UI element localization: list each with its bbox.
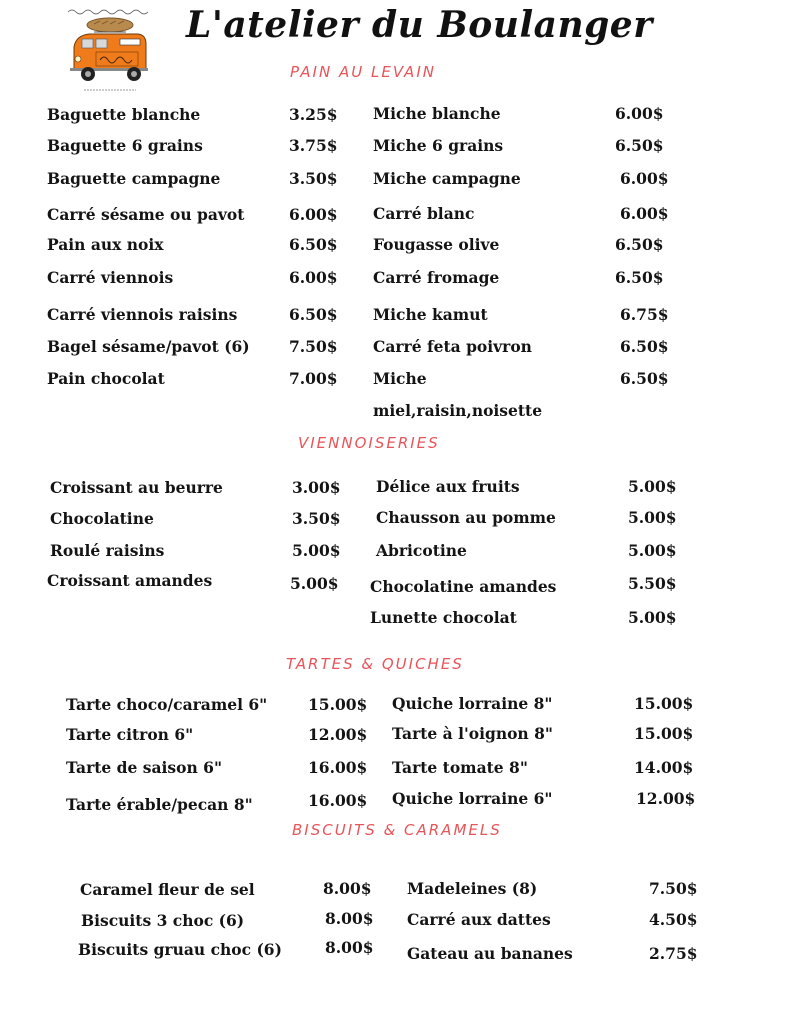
menu-item-price: 14.00$: [634, 758, 694, 777]
menu-item-name: Carré fromage: [373, 268, 500, 287]
menu-item-name: Chocolatine amandes: [370, 577, 557, 596]
menu-item-price: 6.50$: [615, 268, 664, 287]
menu-item-price: 5.00$: [628, 608, 677, 627]
menu-item-name-line2: miel,raisin,noisette: [373, 401, 543, 420]
menu-item-name: Chocolatine: [50, 509, 154, 528]
menu-item-price: 6.00$: [620, 169, 669, 188]
menu-item-name: Carré blanc: [373, 204, 475, 223]
menu-item-name: Tarte citron 6": [66, 725, 194, 744]
menu-item-name: Madeleines (8): [407, 879, 538, 898]
menu-item-price: 15.00$: [308, 695, 368, 714]
menu-item-price: 5.00$: [628, 541, 677, 560]
menu-item-price: 3.50$: [292, 509, 341, 528]
menu-item-name: Miche campagne: [373, 169, 521, 188]
menu-item-price: 5.00$: [292, 541, 341, 560]
menu-item-name: Abricotine: [376, 541, 467, 560]
van-illustration: [60, 2, 160, 96]
menu-item-name: Quiche lorraine 8": [392, 694, 553, 713]
menu-item-name: Miche kamut: [373, 305, 488, 324]
menu-item-name: Miche blanche: [373, 104, 501, 123]
menu-item-price: 6.00$: [615, 104, 664, 123]
menu-item-name: Fougasse olive: [373, 235, 500, 254]
menu-item-name: Biscuits gruau choc (6): [78, 940, 282, 959]
menu-item-name: Biscuits 3 choc (6): [81, 911, 245, 930]
menu-item-price: 8.00$: [325, 938, 374, 957]
menu-item-price: 5.00$: [628, 477, 677, 496]
menu-item-name: Carré sésame ou pavot: [47, 205, 245, 224]
menu-item-price: 6.50$: [620, 369, 669, 388]
menu-item-name: Roulé raisins: [50, 541, 165, 560]
menu-item-price: 3.75$: [289, 136, 338, 155]
menu-item-price: 8.00$: [323, 879, 372, 898]
menu-item-name: Carré viennois raisins: [47, 305, 238, 324]
menu-item-name: Délice aux fruits: [376, 477, 520, 496]
menu-item-name: Baguette campagne: [47, 169, 221, 188]
menu-item-price: 7.00$: [289, 369, 338, 388]
menu-item-name: Tarte érable/pecan 8": [66, 795, 253, 814]
menu-item-price: 7.50$: [649, 879, 698, 898]
menu-item-price: 6.00$: [620, 204, 669, 223]
menu-item-price: 6.75$: [620, 305, 669, 324]
menu-item-price: 3.25$: [289, 105, 338, 124]
menu-item-price: 2.75$: [649, 944, 698, 963]
menu-item-name: Baguette 6 grains: [47, 136, 203, 155]
menu-item-price: 6.50$: [615, 235, 664, 254]
menu-item-price: 6.00$: [289, 268, 338, 287]
menu-item-price: 5.50$: [628, 574, 677, 593]
menu-item-name: Tarte à l'oignon 8": [392, 724, 553, 743]
menu-item-name: Baguette blanche: [47, 105, 201, 124]
menu-item-name: Caramel fleur de sel: [80, 880, 255, 899]
menu-item-price: 3.50$: [289, 169, 338, 188]
menu-item-name: Gateau au bananes: [407, 944, 573, 963]
menu-item-price: 6.50$: [620, 337, 669, 356]
menu-item-price: 16.00$: [308, 791, 368, 810]
menu-item-name: Lunette chocolat: [370, 608, 517, 627]
menu-item-name: Carré aux dattes: [407, 910, 551, 929]
menu-item-name: Croissant au beurre: [50, 478, 223, 497]
menu-item-name: Croissant amandes: [47, 571, 213, 590]
menu-item-name: Bagel sésame/pavot (6): [47, 337, 250, 356]
menu-item-price: 8.00$: [325, 909, 374, 928]
menu-item-price: 6.50$: [289, 235, 338, 254]
menu-item-price: 6.50$: [615, 136, 664, 155]
menu-item-price: 15.00$: [634, 724, 694, 743]
menu-item-name: Pain aux noix: [47, 235, 164, 254]
menu-item-name: Pain chocolat: [47, 369, 165, 388]
menu-item-price: 15.00$: [634, 694, 694, 713]
menu-item-name: Tarte tomate 8": [392, 758, 528, 777]
menu-item-price: 5.00$: [290, 574, 339, 593]
menu-item-price: 12.00$: [636, 789, 696, 808]
menu-item-name: Carré viennois: [47, 268, 174, 287]
menu-item-price: 16.00$: [308, 758, 368, 777]
section-heading-viennoiseries: VIENNOISERIES: [298, 434, 440, 452]
menu-item-price: 7.50$: [289, 337, 338, 356]
menu-item-name: Tarte de saison 6": [66, 758, 223, 777]
menu-item-name: Tarte choco/caramel 6": [66, 695, 268, 714]
menu-item-price: 6.00$: [289, 205, 338, 224]
menu-item-price: 3.00$: [292, 478, 341, 497]
menu-item-name: Chausson au pomme: [376, 508, 556, 527]
section-heading-pain-au-levain: PAIN AU LEVAIN: [290, 63, 436, 81]
menu-item-name: Miche 6 grains: [373, 136, 504, 155]
page-title: L'atelier du Boulanger: [186, 4, 653, 46]
menu-item-price: 6.50$: [289, 305, 338, 324]
section-heading-tartes-quiches: TARTES & QUICHES: [286, 655, 464, 673]
menu-item-name: Carré feta poivron: [373, 337, 532, 356]
section-heading-biscuits-caramels: BISCUITS & CARAMELS: [292, 821, 502, 839]
menu-item-price: 5.00$: [628, 508, 677, 527]
menu-item-name: Quiche lorraine 6": [392, 789, 553, 808]
menu-item-price: 4.50$: [649, 910, 698, 929]
menu-item-name: Miche: [373, 369, 427, 388]
bakery-van-logo: [60, 2, 160, 96]
menu-item-price: 12.00$: [308, 725, 368, 744]
